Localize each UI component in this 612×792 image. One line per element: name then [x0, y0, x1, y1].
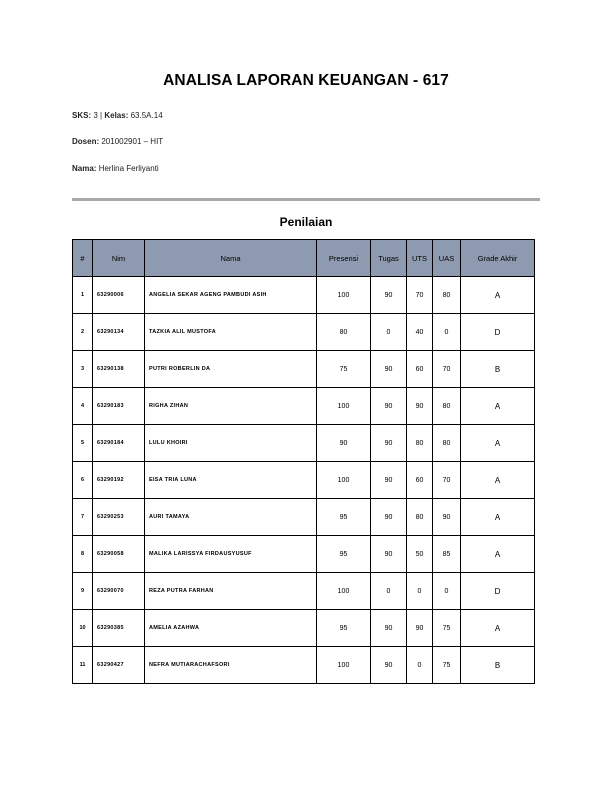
header-presensi: Presensi	[317, 240, 371, 277]
cell-uas: 70	[433, 462, 461, 499]
cell-tugas: 0	[371, 314, 407, 351]
cell-uas: 70	[433, 351, 461, 388]
cell-no: 9	[73, 573, 93, 610]
table-row	[73, 277, 535, 314]
cell-nama: LULU KHOIRI	[145, 425, 317, 462]
cell-no: 2	[73, 314, 93, 351]
cell-nama: NEFRA MUTIARACHAFSORI	[145, 647, 317, 684]
cell-presensi: 100	[317, 462, 371, 499]
nama-label: Nama:	[72, 164, 97, 173]
cell-grade: A	[461, 499, 535, 536]
cell-nama: RIGHA ZIHAN	[145, 388, 317, 425]
cell-no: 3	[73, 351, 93, 388]
header-nim: Nim	[93, 240, 145, 277]
cell-no: 5	[73, 425, 93, 462]
kelas-value: 63.5A.14	[130, 111, 163, 120]
cell-uts: 80	[407, 499, 433, 536]
header-nama: Nama	[145, 240, 317, 277]
table-row	[73, 499, 535, 536]
cell-uas: 0	[433, 573, 461, 610]
cell-no: 11	[73, 647, 93, 684]
cell-nim: 63290192	[93, 462, 145, 499]
cell-nim: 63290006	[93, 277, 145, 314]
cell-no: 6	[73, 462, 93, 499]
cell-uas: 80	[433, 425, 461, 462]
cell-grade: A	[461, 277, 535, 314]
cell-nama: REZA PUTRA FARHAN	[145, 573, 317, 610]
dosen-label: Dosen:	[72, 137, 100, 146]
cell-grade: B	[461, 351, 535, 388]
cell-uts: 90	[407, 610, 433, 647]
sks-kelas-line	[72, 111, 163, 120]
cell-grade: A	[461, 388, 535, 425]
cell-presensi: 95	[317, 610, 371, 647]
cell-grade: A	[461, 610, 535, 647]
cell-nim: 63290138	[93, 351, 145, 388]
cell-grade: D	[461, 573, 535, 610]
cell-tugas: 90	[371, 462, 407, 499]
cell-nama: AMELIA AZAHWA	[145, 610, 317, 647]
cell-tugas: 90	[371, 499, 407, 536]
cell-tugas: 90	[371, 610, 407, 647]
nama-value: Herlina Ferliyanti	[98, 164, 159, 173]
kelas-label: Kelas:	[104, 111, 129, 120]
table-row	[73, 314, 535, 351]
table-row	[73, 462, 535, 499]
nama-line	[72, 164, 159, 173]
cell-nim: 63290134	[93, 314, 145, 351]
table-row	[73, 388, 535, 425]
grades-table	[72, 239, 535, 684]
sks-value: 3	[93, 111, 98, 120]
cell-presensi: 75	[317, 351, 371, 388]
cell-uts: 80	[407, 425, 433, 462]
cell-uas: 75	[433, 647, 461, 684]
table-row	[73, 351, 535, 388]
cell-uts: 50	[407, 536, 433, 573]
cell-presensi: 80	[317, 314, 371, 351]
table-row	[73, 425, 535, 462]
cell-uas: 80	[433, 277, 461, 314]
cell-nim: 63290184	[93, 425, 145, 462]
divider	[72, 198, 540, 201]
dosen-line	[72, 137, 163, 146]
table-row	[73, 647, 535, 684]
cell-uts: 40	[407, 314, 433, 351]
cell-tugas: 90	[371, 351, 407, 388]
sks-label: SKS:	[72, 111, 92, 120]
table-row	[73, 536, 535, 573]
header-grade-akhir: Grade Akhir	[461, 240, 535, 277]
section-title: Penilaian	[279, 215, 333, 229]
cell-tugas: 90	[371, 536, 407, 573]
cell-nim: 63290058	[93, 536, 145, 573]
cell-no: 8	[73, 536, 93, 573]
cell-tugas: 90	[371, 425, 407, 462]
cell-no: 1	[73, 277, 93, 314]
cell-uts: 0	[407, 573, 433, 610]
header-tugas: Tugas	[371, 240, 407, 277]
dosen-value: 201002901 – HIT	[101, 137, 164, 146]
cell-presensi: 90	[317, 425, 371, 462]
page-title: ANALISA LAPORAN KEUANGAN - 617	[163, 72, 449, 89]
cell-presensi: 95	[317, 536, 371, 573]
cell-uas: 80	[433, 388, 461, 425]
cell-nim: 63290253	[93, 499, 145, 536]
separator: |	[100, 111, 103, 120]
cell-tugas: 90	[371, 647, 407, 684]
cell-nama: ANGELIA SEKAR AGENG PAMBUDI ASIH	[145, 277, 317, 314]
cell-nim: 63290427	[93, 647, 145, 684]
cell-presensi: 100	[317, 573, 371, 610]
header-no: #	[73, 240, 93, 277]
cell-grade: A	[461, 462, 535, 499]
cell-nama: TAZKIA ALIL MUSTOFA	[145, 314, 317, 351]
cell-grade: A	[461, 536, 535, 573]
cell-presensi: 100	[317, 388, 371, 425]
cell-no: 7	[73, 499, 93, 536]
table-row	[73, 610, 535, 647]
cell-nama: PUTRI ROBERLIN DA	[145, 351, 317, 388]
cell-nim: 63290183	[93, 388, 145, 425]
header-uas: UAS	[433, 240, 461, 277]
cell-uts: 60	[407, 462, 433, 499]
cell-presensi: 100	[317, 647, 371, 684]
cell-uts: 90	[407, 388, 433, 425]
cell-no: 4	[73, 388, 93, 425]
cell-tugas: 90	[371, 277, 407, 314]
cell-presensi: 100	[317, 277, 371, 314]
cell-grade: A	[461, 425, 535, 462]
cell-uts: 0	[407, 647, 433, 684]
cell-nim: 63290385	[93, 610, 145, 647]
cell-nama: AURI TAMAYA	[145, 499, 317, 536]
cell-uts: 60	[407, 351, 433, 388]
cell-nama: MALIKA LARISSYA FIRDAUSYUSUF	[145, 536, 317, 573]
cell-uas: 0	[433, 314, 461, 351]
cell-nama: EISA TRIA LUNA	[145, 462, 317, 499]
cell-uas: 85	[433, 536, 461, 573]
table-header-row	[73, 240, 535, 277]
cell-uts: 70	[407, 277, 433, 314]
cell-tugas: 0	[371, 573, 407, 610]
header-uts: UTS	[407, 240, 433, 277]
table-row	[73, 573, 535, 610]
cell-tugas: 90	[371, 388, 407, 425]
cell-no: 10	[73, 610, 93, 647]
table-body	[73, 277, 535, 684]
cell-presensi: 95	[317, 499, 371, 536]
cell-grade: B	[461, 647, 535, 684]
cell-uas: 90	[433, 499, 461, 536]
cell-grade: D	[461, 314, 535, 351]
cell-nim: 63290070	[93, 573, 145, 610]
cell-uas: 75	[433, 610, 461, 647]
